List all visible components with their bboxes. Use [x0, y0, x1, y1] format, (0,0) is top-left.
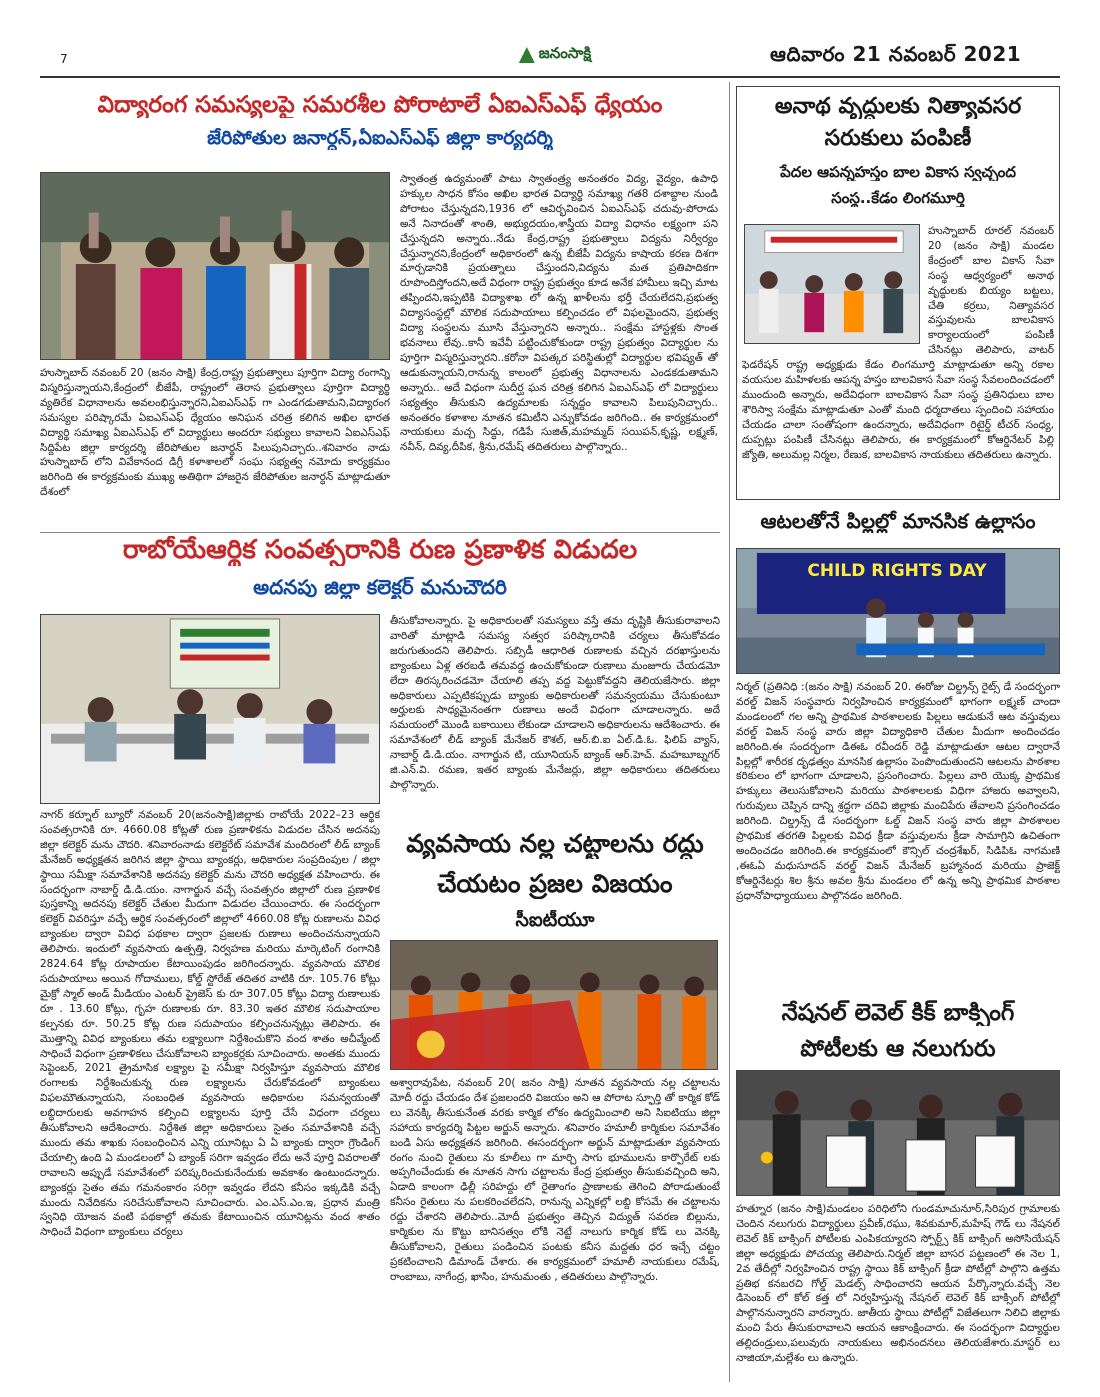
story2-subhead: అదనపు జిల్లా కలెక్టర్ మనుచౌదరి [253, 576, 507, 599]
masthead-title: జనంసాక్షి [538, 44, 592, 62]
story4-headline-line1: అనాథ వృద్ధులకు నిత్యావసర [774, 94, 1022, 119]
story3-headline-line2: చేయటం ప్రజల విజయం [437, 870, 673, 898]
story6-headline-line1: నేషనల్ లెవెల్ కిక్ బాక్సింగ్ [781, 1000, 1015, 1026]
story3-body: అశ్వారావుపేట, నవంబర్ 20( జనం సాక్షి) నూతన వ్యవసాయ నల్ల చట్టాలను మోదీ రద్దు చేయడం దేశ ప్రజలందరి విజయం అని ఆ పోరాట స్ఫూర్తి తో కార్మిక కోడ్ లు వెనక్కి తీసుకునేంత వరకు కార్మిక లోకం ఉద్యమించాలి అని సిఐటియు జిల్లా సహాయ కార్యదర్శి పిట్టల అర్జున్ అన్నారు. శనివారం హమాలీ కార్మికుల సమావేశం బండి ఏసు అధ్యక్షతన జరిగింది. ఈసందర్భంగా అర్జున్ మాట్లాడుతూ వ్యవసాయ రంగం నుంచి రైతులు ను కూలీలు గా మార్చి సాగు భూములను కార్పొరేట్ లకు అప్పగించేందుకు ఈ నూతన సాగు చట్టాలను కేంద్ర ప్రభుత్వం తీసుకువచ్చింది అని, ఏడాది కాలంగా ఢిల్లీ సరిహద్దు లో రైతాంగం ప్రాణాలకు తెగించి పోరాడుతుంటే కనీసం రైతులు ను పలకరించలేదని, రానున్న ఎన్నికల్లో లబ్ది కోసమే ఈ చట్టాలను రద్దు చేశారని తెలిపారు..మోదీ ప్రభుత్వం తెచ్చిన విద్యుత్ సవరణ బిల్లును, కార్మికుల ను కొట్టు బానిసత్వం లోకి నెట్టే నాలుగు కార్మిక కోడ్ లు వెనక్కి తీసుకోవాలని, రైతులు పండించిన పంటకు కనీస మద్దతు ధర ఇచ్చే చట్టం ప్రకటించాలని డిమాండ్ చేశారు. ఈ కార్యక్రమంలో హమాలీ నాయకులు రమేష్, రాంబాబు, నాగేంద్ర, ఖాసిం, హనుమంతు , తదితరులు పాల్గొన్నారు. [390, 1077, 720, 1283]
story2-headline: రాబోయేఆర్థిక సంవత్సరానికి రుణ ప్రణాళిక విడుదల [122, 536, 638, 565]
masthead-logo [500, 40, 610, 70]
story1-body-right: స్వాతంత్ర ఉద్యమంతో పాటు స్వాతంత్ర్య అనంతరం విద్య, వైద్యం, ఉపాధి హక్కుల సాధన కోసం అఖిల భారత విద్యార్థి సమాఖ్య గత8 దశాబ్దాల నుండి పోరాటం చేస్తున్నదని,1936 లో ఆవిర్భవించిన ఏఐఎస్ఎఫ్ చదువు-పోరాడు అనే నినాదంతో శాంతి, అభ్యుదయం,శాస్త్రీయ విద్యా విధానం లక్ష్యంగా పని చేస్తున్నదని అన్నారు..నేడు కేంద్ర,రాష్ట్ర ప్రభుత్వాలు విద్యను నిర్వీర్యం చేస్తున్నారని,కేంద్రంలో అధికారంలో ఉన్న బీజేపీ విద్యను కాషాయ కరణ దిశగా మార్చడానికి ప్రయత్నాలు చేస్తుందని,విద్యను మత ప్రతిపాదికగా రూపొందిస్తోందని,అదే విధంగా రాష్ట్ర ప్రభుత్వం కూడ అనేక హామీలు ఇచ్చి మాట తప్పిందని,ఇప్పటికి విద్యాశాఖ లో ఉన్న ఖాళీలను భర్తీ చేయలేదని,ప్రభుత్వ విద్యాసంస్థల్లో మౌలిక సదుపాయాలు కల్పించడం లో విఫలమైందని, ప్రభుత్వ విద్యా సంస్థలను మూసి వేస్తున్నారని అన్నారు.. సంక్షేమ హాస్టళ్లకు సొంత భవనాలు లేవు..కానీ ఇవేవీ పట్టించుకోకుండా రాష్ట్ర ప్రభుత్వం విద్యార్థుల ను పూర్తిగా విస్మరిస్తున్నారని..కరోనా విపత్కర పరిస్థితుల్లో విద్యార్థుల భవిష్యత్ తో ఆడుకున్నాయని,రానున్న కాలంలో ప్రభుత్వ విధానాలను ఎండకడుతామని అన్నారు.. అదే విధంగా సుదీర్ఘ ఘన చరిత్ర కలిగిన ఏఐఎస్ఎఫ్ లో విద్యార్థులు సభ్యత్వం తీసుకుని ఉద్యమాలకు సన్నద్దం కావాలని పిలుపునిచ్చారు.. అనంతరం కళాశాల నూతన కమిటీని ఎన్నుకోవడం జరిగింది.. ఈ కార్యక్రమంలో నాయకులు మచ్చ సిద్ధు, గడిపే సుజిత్,మహమ్మద్ సయిపన్,కృష్ణ, లక్ష్మణ్, నవీన్, దివ్య,దీపిక, శ్రీను,రమేష్ తదితరులు పాల్గొన్నారు.. [400, 173, 718, 454]
story2-body-left: నాగర్ కర్నూల్ బ్యూరో నవంబర్ 20(జనంసాక్షి)జిల్లాకు రాబోయే 2022–23 ఆర్థిక సంవత్సరానికి రూ. 4660.08 కోట్లతో రుణ ప్రణాళికను విడుదల చేసిన అదనపు జిల్లా కలెక్టర్ మను చౌదరి. శనివారంనాడు కలెక్టరేట్ సమావేశ మందిరంలో లీడ్ బ్యాంక్ మేనేజర్ అధ్యక్షతన జరిగిన జిల్లా స్థాయి బ్యాంకర్లు, అధికారుల సంప్రదింపుల / జిల్లా స్థాయి సమీక్షా సమావేశానికి అదనపు కలెక్టర్ మను చౌదరి అధ్యక్షత వహించారు. ఈ సందర్భంగా నాబార్డ్ డి.డి.యం. నాగార్జున వచ్చే సంవత్సరం జిల్లాలో రుణ ప్రణాళిక పుస్తకాన్ని అదనపు కలెక్టర్ చేతుల మీదుగా విడుదల చేయించారు. ఈ సందర్భంగా కలెక్టర్ వివరిస్తూ వచ్చే ఆర్థిక సంవత్సరంలో జిల్లాలో 4660.08 కోట్ల రుణాలను వివిధ బ్యాంకుల ద్వారా వివిధ పథకాల ద్వారా ప్రజలకు రుణాలు అందించనున్నాయని తెలిపారు. ఇందులో వ్యవసాయ ఉత్పత్తి, నిర్వహణ మరియు మార్కెటింగ్ రంగానికి 2824.64 కోట్ల రూపాయల కేటాయింపుడం జరిగిందన్నారు. వ్యవసాయ మౌలిక సదుపాయాలు అయిన గోదాములు, కోల్డ్ స్టోరేజ్ తదితర వాటికి రూ. 105.76 కోట్లు మైక్రో స్మాల్ అండ్ మీడియం ఎంటర్ ప్రైజెస్ కు రూ 307.05 కోట్లు విద్యా రుణాలుకు రూ . 13.60 కోట్లు, గృహ రుణాలకు రూ. 83.30 ఇతర మౌలిక సదుపాయాల కల్పనకు రూ. 50.25 కోట్ల రుణ సదుపాయం కల్పించనున్నట్లు తెలిపారు. ఈ మొత్తాన్ని వివిధ బ్యాంకులు తమ లక్ష్యాలుగా నిర్దేశించుకొని వంద శాతం అచీవ్మేంట్ సాధించే విధంగా ప్రణాళికలు చేసుకోవాలని బ్యాంకర్లకు సూచించారు. అంతకు ముందు సెప్టెంబర్, 2021 త్రైమాసిక లక్ష్యాల పై సమీక్షా నిర్వహిస్తూ వ్యవసాయ మౌలిక రంగాలకు నిర్దేశించుకున్న రుణ లక్ష్యాలను చేరుకోవడంలో బ్యాంకులు విఫలమౌతున్నాయని, సంబంధిత వ్యవసాయ అధికారుల సమన్వయంతో లబ్ధిదారులకు అవగాహన కల్పించి లక్ష్యాలను పూర్తి చేసే విధంగా చర్యలు తీసుకోవాలని ఆదేశించారు. నిర్దేశిత జిల్లా అధికారులు సైతం సమావేశానికి వచ్చే ముందు తమ శాఖకు సంబంధించిన ఎన్ని యూనిట్లు ఏ ఏ బ్యాంకు ద్వారా గ్రౌండింగ్ చేయాల్సి ఉంది ఏ మండలంలో ఏ బ్యాంక్ సరిగా ఇవ్వడం లేదు అనే పూర్తి వివరాలతో రావాలని అప్పుడే సమావేశంలో పరిష్కరించుకునేందుకు అవకాశం ఉంటుందన్నారు. బ్యాంకర్లు సైతం తమ గమనంకారం సరిగ్గా ఇవ్వడం లేదని కనీసం ఇక్కడికి వచ్చే ముందు నివేదికను సరిచేసుకోవాలని సూచించారు. ఎం.ఎస్.ఎం.ఇ, ప్రధాన మంత్రి స్వనిధి యోజన వంటి పథకాల్లో తమకు కేటాయించిన యూనిట్లను వంద శాతం సాధించే విధంగా బ్యాంకులు చర్యలు [40, 809, 380, 1239]
story4-subhead-line1: పేదల ఆపన్నహస్తం బాల వికాస స్వచ్ఛంద [780, 164, 1016, 181]
story6-photo [736, 1070, 1060, 1196]
story2-photo [40, 614, 380, 804]
story4-subhead-line2: సంస్థ..కేడం లింగమూర్తి [831, 190, 965, 207]
story4-headline-line2: సరుకులు పంపిణీ [824, 126, 972, 151]
story4-body [742, 224, 1054, 498]
story4-body-text: హుస్నాబాద్ రూరల్ నవంబర్ 20 (జనం సాక్షి) మండల కేంద్రంలో బాల వికాస్ సేవా సంస్థ ఆధ్వర్యంలో అనాథ వృద్ధులకు బియ్యం బట్టలు, చేతి కర్రలు, నిత్యావసర వస్తువులను బాలవికాస కార్యాలయంలో పంపిణీ చేసినట్లు తెలిపారు, వాటర్ ఫెడరేషన్ రాష్ట్ర అధ్యక్షుడు కేడం లింగమూర్తి మాట్లాడుతూ అన్ని రకాల వయసుల మహిళలకు ఆపన్న హస్తం బాలవికాస సేవా సంస్థ సేవలందించడంలో ముందుంది అన్నారు, అదేవిధంగా బాలవికాస సేవా సంస్థ ప్రతినిధులు బాల శౌరిస్వా సంక్షేమ మాట్లాడుతూ ఎంతో మంది ధర్మదాతలు స్పందించి సహాయం చేయడం చాలా సంతోషంగా ఉందన్నారు, అదేవిధంగా రిటైర్డ్ టీచర్ సంధ్య, దుప్పట్లు పంపిణీ చేసినట్లు తెలిపారు, ఈ కార్యక్రమంలో కోఆర్డినేటర్ పిల్లి జ్యోతి, అలుమల్ల నిర్మల, రేణుక, బాలవికాస నాయకులు తదితరులు ఉన్నారు. [742, 225, 1054, 461]
page-number: 7 [60, 52, 68, 66]
story4-photo-spacer [742, 224, 928, 348]
leaf-icon [519, 47, 535, 63]
column-divider [729, 82, 730, 1382]
story6-headline-line2: పోటీలకు ఆ నలుగురు [800, 1036, 996, 1062]
story3-headline-line1: వ్యవసాయ నల్ల చట్టాలను రద్దు [406, 830, 704, 858]
story5-photo [736, 548, 1060, 674]
story2-body-right: తీసుకోవాలన్నారు. పై అధికారులతో సమస్యలు వస్తే తమ దృష్టికి తీసుకురావాలని వారితో మాట్లాడి సమస్య సత్వర పరిష్కారానికి చర్యలు తీసుకోవడం జరుగుతుందని తెలిపారు. సబ్సిడీ ఆధారిత రుణాలకు వచ్చిన దరఖాస్తులను బ్యాంకులు ఏళ్ల తరబడి తమవద్ద ఉంచుకోకుండా రుణాలు మంజూరు చేయడమో లేదా తిరస్కరించడమో చేయాలి తప్ప వద్ద పెట్టుకోవద్దని తెలియజేసారు. జిల్లా అధికారులు ఎప్పటికప్పుడు బ్యాంకు అధికారులతో సమన్వయము చేసుకుంటూ అర్హులకు సాధ్యమైనంతగా రుణాలు అందే విధంగా చూడాలన్నారు. అదే సమయంలో మొండి బకాయిలు లేకుండా చూడాలని అధికారులను ఆదేశించారు. ఈ సమావేశంలో లీడ్ బ్యాంక్ మేనేజర్ కౌశల్, ఆర్.బి.ఐ ఏల్.డి.ఓ. ఫిలిప్ వ్యాస్, నాబార్డ్ డి.డి.యం. నాగార్జున టి, యూనియన్ బ్యాంక్ ఆర్.హెచ్. మహబూబ్నగర్ జి.ఎన్.వి. రమణ, ఇతర బ్యాంకు మేనేజర్లు, జిల్లా అధికారులు తదితరులు పాల్గొన్నారు. [390, 615, 720, 791]
section-divider [40, 532, 720, 533]
story1-photo [40, 172, 390, 360]
story3-subhead: సీఐటీయూ [515, 910, 595, 931]
story6-body: హత్నూర (జనం సాక్షి)మండలం పరిధిలోని గుండమాచునూర్,సిరిపుర గ్రామాలకు చెందిన నలుగురు విద్యార్థులు ప్రవీణ్,రఘు, శివకుమార్,మహేష్ గౌడ్ లు నేషనల్ లెవెల్ కిక్ బాక్సింగ్ పోటీలకు ఎంపికయ్యారని స్పోర్ట్స్ కిక్ బాక్సింగ్ అసోసియేషన్ జిల్లా అధ్యక్షుడు పోచయ్య తెలిపారు.నిర్మల్ జిల్లా బాసర పట్టణంలో ఈ నెల 1, 2వ తేదీల్లో నిర్వహించిన రాష్ట్ర స్థాయి కిక్ బాక్సింగ్ క్రీడా పోటీల్లో పాల్గొని ఉత్తమ ప్రతిభ కనబరచి గోల్డ్ మెడల్స్ సాధించారని ఆయన పేర్కొన్నారు.వచ్చే నెల డిసెంబర్ లో కోల్ కత్త లో నిర్వహిస్తున్న నేషనల్ లెవెల్ కిక్ బాక్సింగ్ పోటీల్లో పాల్గొననున్నారని వారన్నారు. జాతీయ స్థాయి పోటీల్లో విజేతలుగా నిలిచి జిల్లాకు మంచి పేరు తీసుకురావాలని ఆయన ఆకాంక్షించారు. ఈ సందర్భంగా విద్యార్థుల తల్లిదండ్రులు,పలువురు నాయకులు అభినందనలు తెలియజేశారు.మాస్టర్ లు నాజియా,మల్లేశం లు ఉన్నారు. [736, 1203, 1060, 1365]
story3-photo [390, 940, 718, 1070]
story5-headline: ఆటలతోనే పిల్లల్లో మానసిక ఉల్లాసం [760, 510, 1036, 533]
story1-subhead: జేరిపోతుల జనార్ధన్,ఏఐఎస్ఎఫ్ జిల్లా కార్యదర్శి [207, 128, 553, 149]
story5-photo-banner: CHILD RIGHTS DAY [807, 561, 987, 581]
issue-date: ఆదివారం 21 నవంబర్ 2021 [770, 42, 1022, 66]
story1-body-left: హుస్నాబాద్ నవంబర్ 20 (జనం సాక్షి) కేంద్ర,రాష్ట్ర ప్రభుత్వాలు పూర్తిగా విద్యా రంగాన్ని విస్మరిస్తున్నాయని,కేంద్రంలో బీజేపీ, రాష్ట్రంలో తెరాస ప్రభుత్వాలు పూర్తిగా విద్యార్థి వ్యతిరేక విధానాలను అవలంభిస్తున్నారని,ఏఐఎస్ఎఫ్ గా ఎండగడుతామని,విద్యారంగ సమస్యల పరిష్కారమే ఏఐఎస్ఎఫ్ ధ్యేయం అనిఘన చరిత్ర కలిగిన అఖిల భారత విద్యార్థి సమాఖ్య ఏఐఎస్ఎఫ్ లో విద్యార్థులు అందరూ సభ్యులు కావాలని ఏఐఎస్ఎఫ్ సిద్దిపేట జిల్లా కార్యదర్శి జేరిపోతుల జనార్ధన్ పిలుపునిచ్చారు..శనివారం నాడు హుస్నాబాద్ లోని వివేకానంద డిగ్రీ కళాశాలలో సంఘ సభ్యత్వ నమోదు కార్యక్రమం జరిగింది ఈ కార్యక్రమంకు ముఖ్య అతిథిగా హాజరైన జేరిపోతుల జనార్ధన్ మాట్లాడుతూ దేశంలో [40, 367, 390, 499]
header-rule [40, 76, 1060, 78]
story1-headline: విద్యారంగ సమస్యలపై సమరశీల పోరాటాలే ఏఐఎస్ఎఫ్ ధ్యేయం [97, 92, 663, 118]
story5-body: నిర్మల్ (ప్రతినిధి :(జనం సాక్షి) నవంబర్ 20. ఈరోజు చిల్డ్రన్స్ రైట్స్ డే సందర్భంగా వరల్డ్ విజన్ సంస్థవారు నిర్వహించిన కార్యక్రమంలో భాగంగా లక్ష్మణ్ చాందా మండలంలో గల అన్ని ప్రాథమిక పాఠశాలలకు పిల్లలు ఆడుకునే ఆట వస్తువులు వరల్డ్ విజన్ సంస్థ వారు జిల్లా విద్యాధికారి చేతుల మీదుగా అందించడం జరిగింది.ఈ సందర్భంగా డిఈఓ రవీందర్ రెడ్డి మాట్లాడుతూ ఆటల ద్వారానే పిల్లల్లో శారీరక దృఢత్వం మానసిక ఉల్లాసం పెంపొందుతుందని ఆటలను పాఠశాల కరికులం లో భాగంగా చూడాలని, ప్రసంగించారు. పిల్లలు వారి యొక్క ప్రాథమిక హక్కులు తెలుసుకోవాలని మరియు పాఠశాలలకు విధిగా హాజరు అవ్వాలని, గురువులు చెప్పిన దాన్ని శ్రద్ధగా చదివి జిల్లాకు మంచిపేరు తేవాలని ప్రసంగించడం జరిగింది. చిల్డ్రన్స్ డే సందర్భంగా ఓల్డ్ విజన్ సంస్థ వారు జిల్లా పాఠశాలల ప్రాథమిక తరగతి పిల్లలకు వివిధ క్రీడా వస్తువులను క్రీడా సామాగ్రిని ఉచితంగా అందించడం జరిగింది.ఈ కార్యక్రమంలో కౌన్సిల్ చంద్రశేఖర్, సిడిపిఓ నాగమణి ,ఈఓఏ మధుసూదన్ వరల్డ్ విజన్ మేనేజర్ బ్రహ్మానంద మరియు ప్రాజెక్ట్ కోఆర్డినేటర్లు శిల శ్రీను అవల శ్రీను మండలం లో ఉన్న అన్ని ప్రాథమిక పాఠశాల ప్రధానోపాధ్యాయులు పాల్గొనడం జరిగింది. [736, 681, 1060, 902]
